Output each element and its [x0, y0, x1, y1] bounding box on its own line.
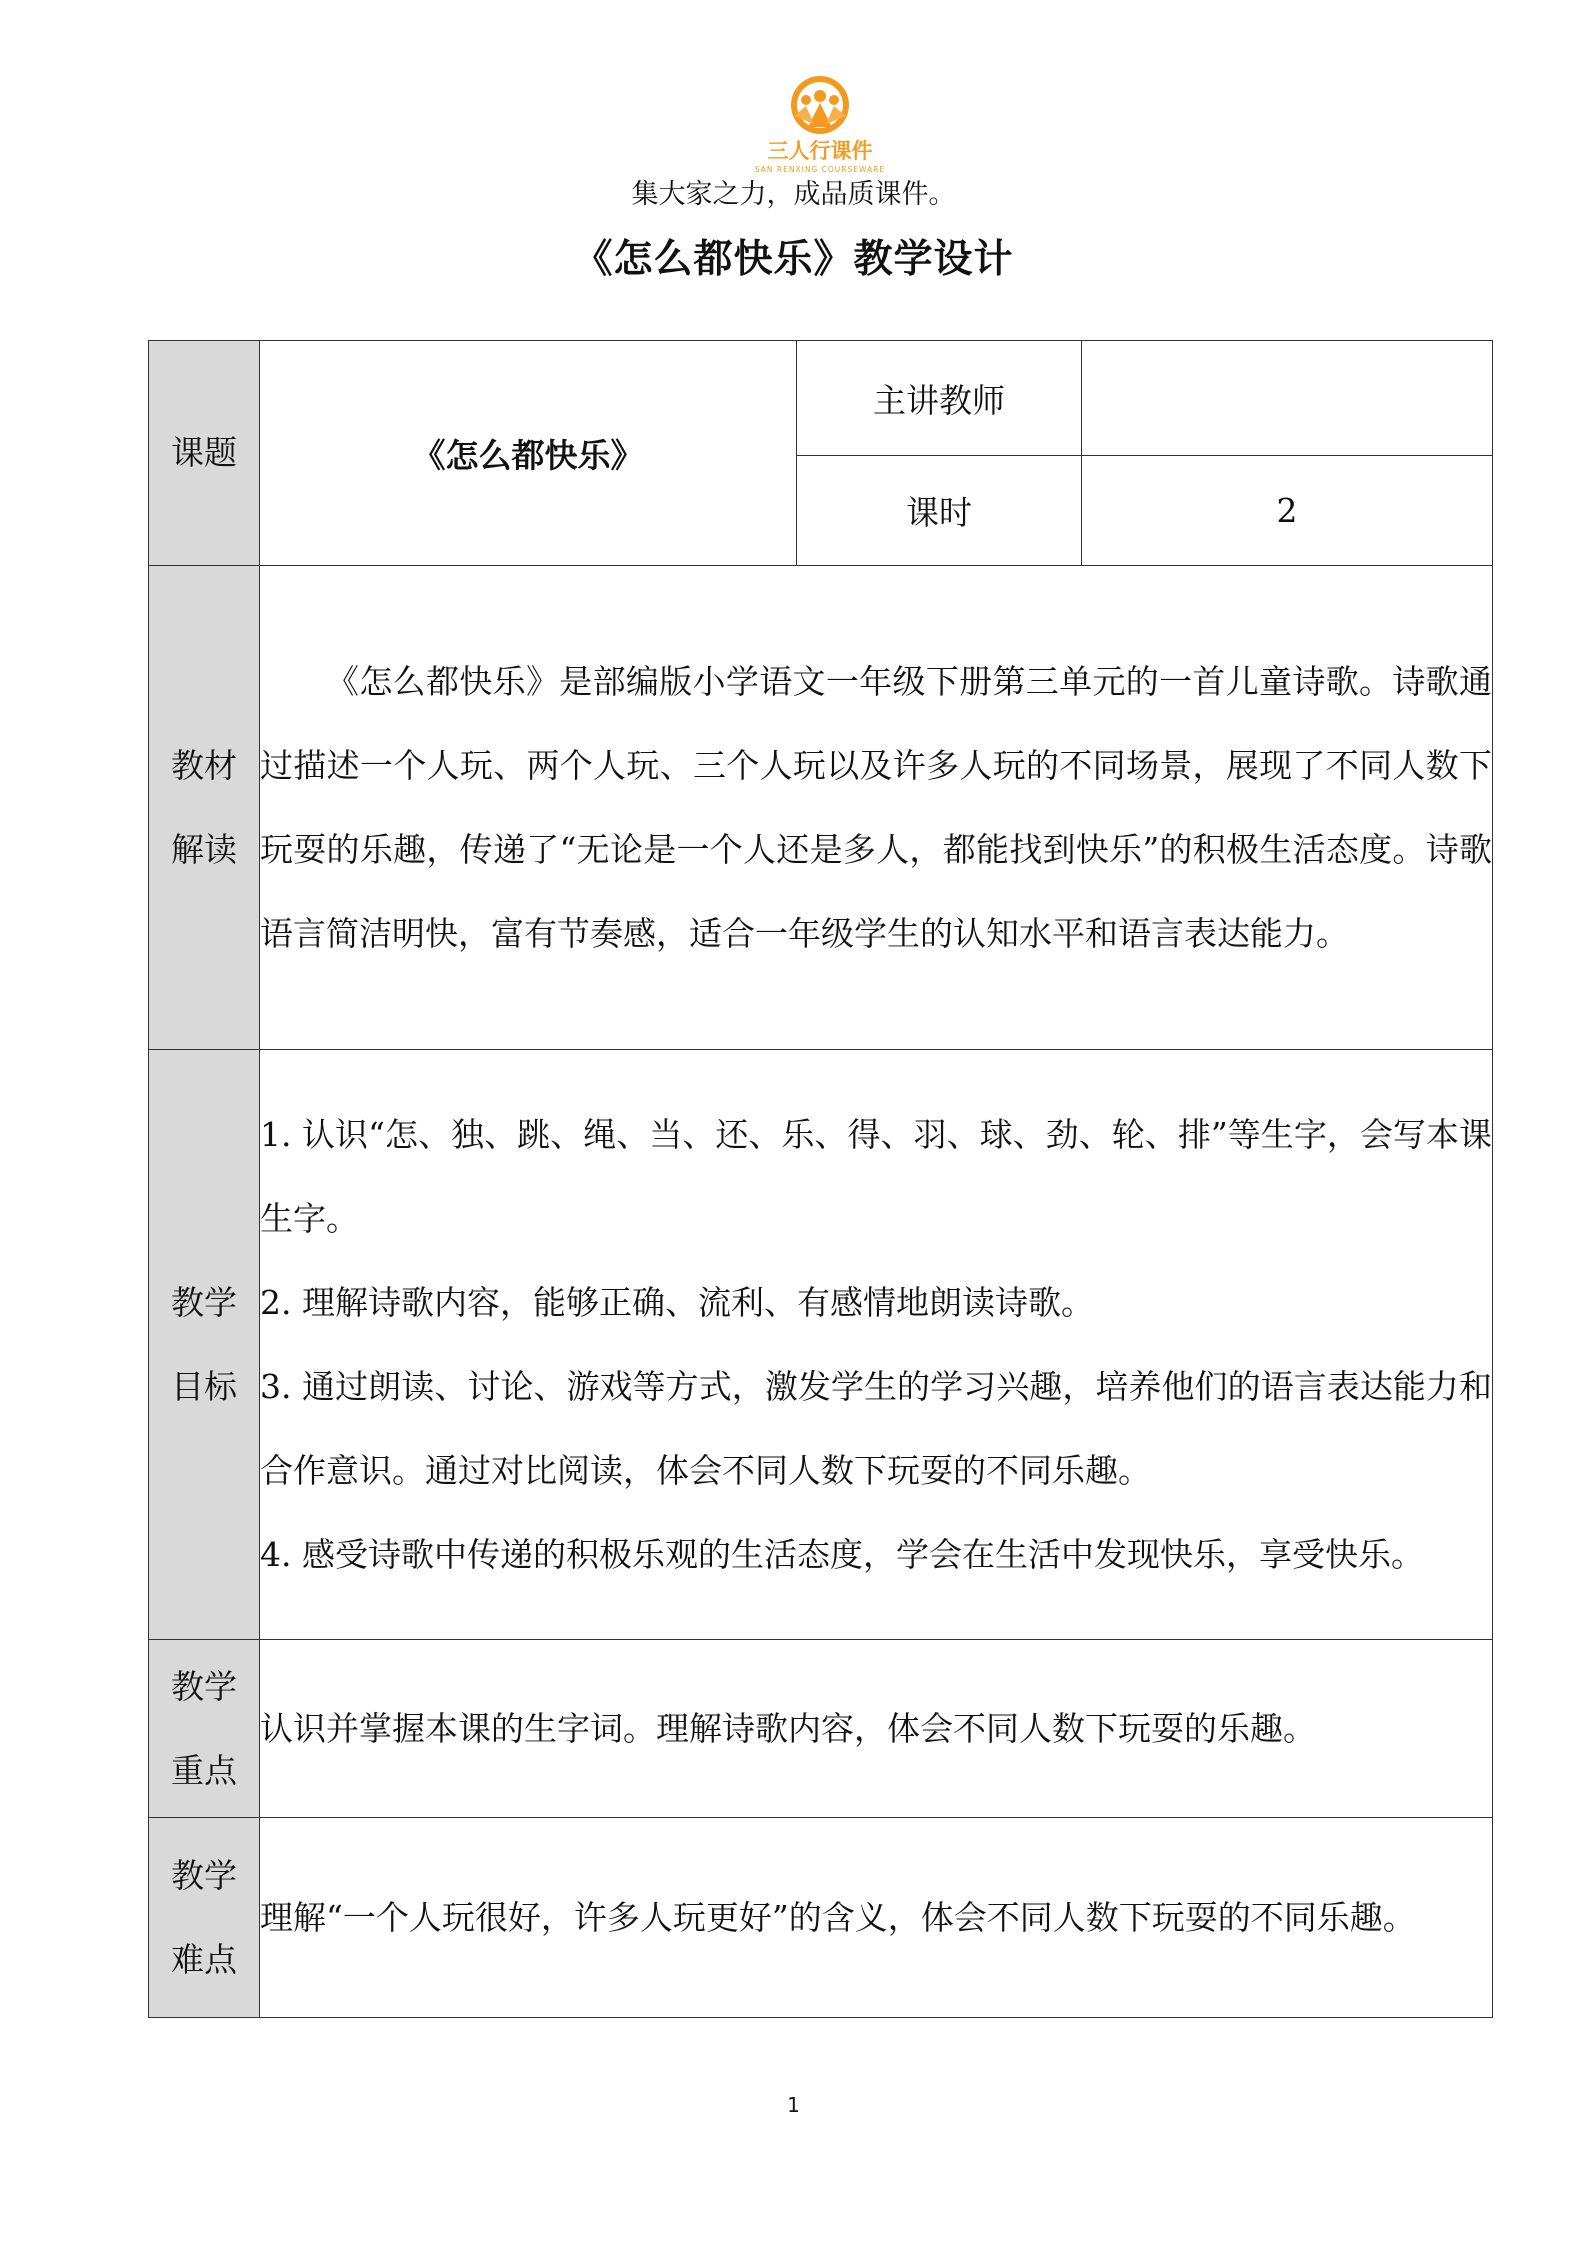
- topic-value: 《怎么都快乐》: [260, 341, 797, 566]
- goal-item: 4. 感受诗歌中传递的积极乐观的生活态度，学会在生活中发现快乐，享受快乐。: [260, 1534, 1424, 1574]
- difficulty-label: 教学 难点: [149, 1818, 260, 2018]
- goals-label: 教学 目标: [149, 1050, 260, 1640]
- key-points-label: 教学 重点: [149, 1640, 260, 1818]
- logo-subtext: SAN RENXING COURSEWARE: [754, 165, 886, 174]
- class-hours-value: 2: [1082, 456, 1493, 566]
- document-title: 《怎么都快乐》教学设计: [573, 236, 1014, 282]
- class-hours-label: 课时: [797, 456, 1082, 566]
- topic-label: 课题: [149, 341, 260, 566]
- key-points-text: 认识并掌握本课的生字词。理解诗歌内容，体会不同人数下玩耍的乐趣。: [260, 1640, 1493, 1818]
- analysis-text: 《怎么都快乐》是部编版小学语文一年级下册第三单元的一首儿童诗歌。诗歌通过描述一个人玩、两个人玩、三个人玩以及许多人玩的不同场景，展现了不同人数下玩耍的乐趣，传递了“无论是一个人还是多人，都能找到快乐”的积极生活态度。诗歌语言简洁明快，富有节奏感，适合一年级学生的认知水平和语言表达能力。: [260, 566, 1493, 1050]
- goal-item: 1. 认识“怎、独、跳、绳、当、还、乐、得、羽、球、劲、轮、排”等生字，会写本课生字。: [260, 1114, 1492, 1238]
- goal-item: 2. 理解诗歌内容，能够正确、流利、有感情地朗读诗歌。: [260, 1282, 1094, 1322]
- difficulty-text: 理解“一个人玩很好，许多人玩更好”的含义，体会不同人数下玩耍的不同乐趣。: [260, 1818, 1493, 2018]
- goal-item: 3. 通过朗读、讨论、游戏等方式，激发学生的学习兴趣，培养他们的语言表达能力和合作意识。通过对比阅读，体会不同人数下玩耍的不同乐趣。: [260, 1366, 1492, 1490]
- logo-text: 三人行课件: [767, 139, 873, 163]
- page-number: 1: [787, 2093, 800, 2117]
- logo: [750, 72, 890, 180]
- teacher-value: [1082, 341, 1493, 456]
- lesson-plan-table: [148, 340, 1493, 2018]
- teacher-label: 主讲教师: [797, 341, 1082, 456]
- analysis-label: 教材 解读: [149, 566, 260, 1050]
- goals-list: [260, 1050, 1493, 1640]
- slogan: 集大家之力，成品质课件。: [631, 179, 956, 210]
